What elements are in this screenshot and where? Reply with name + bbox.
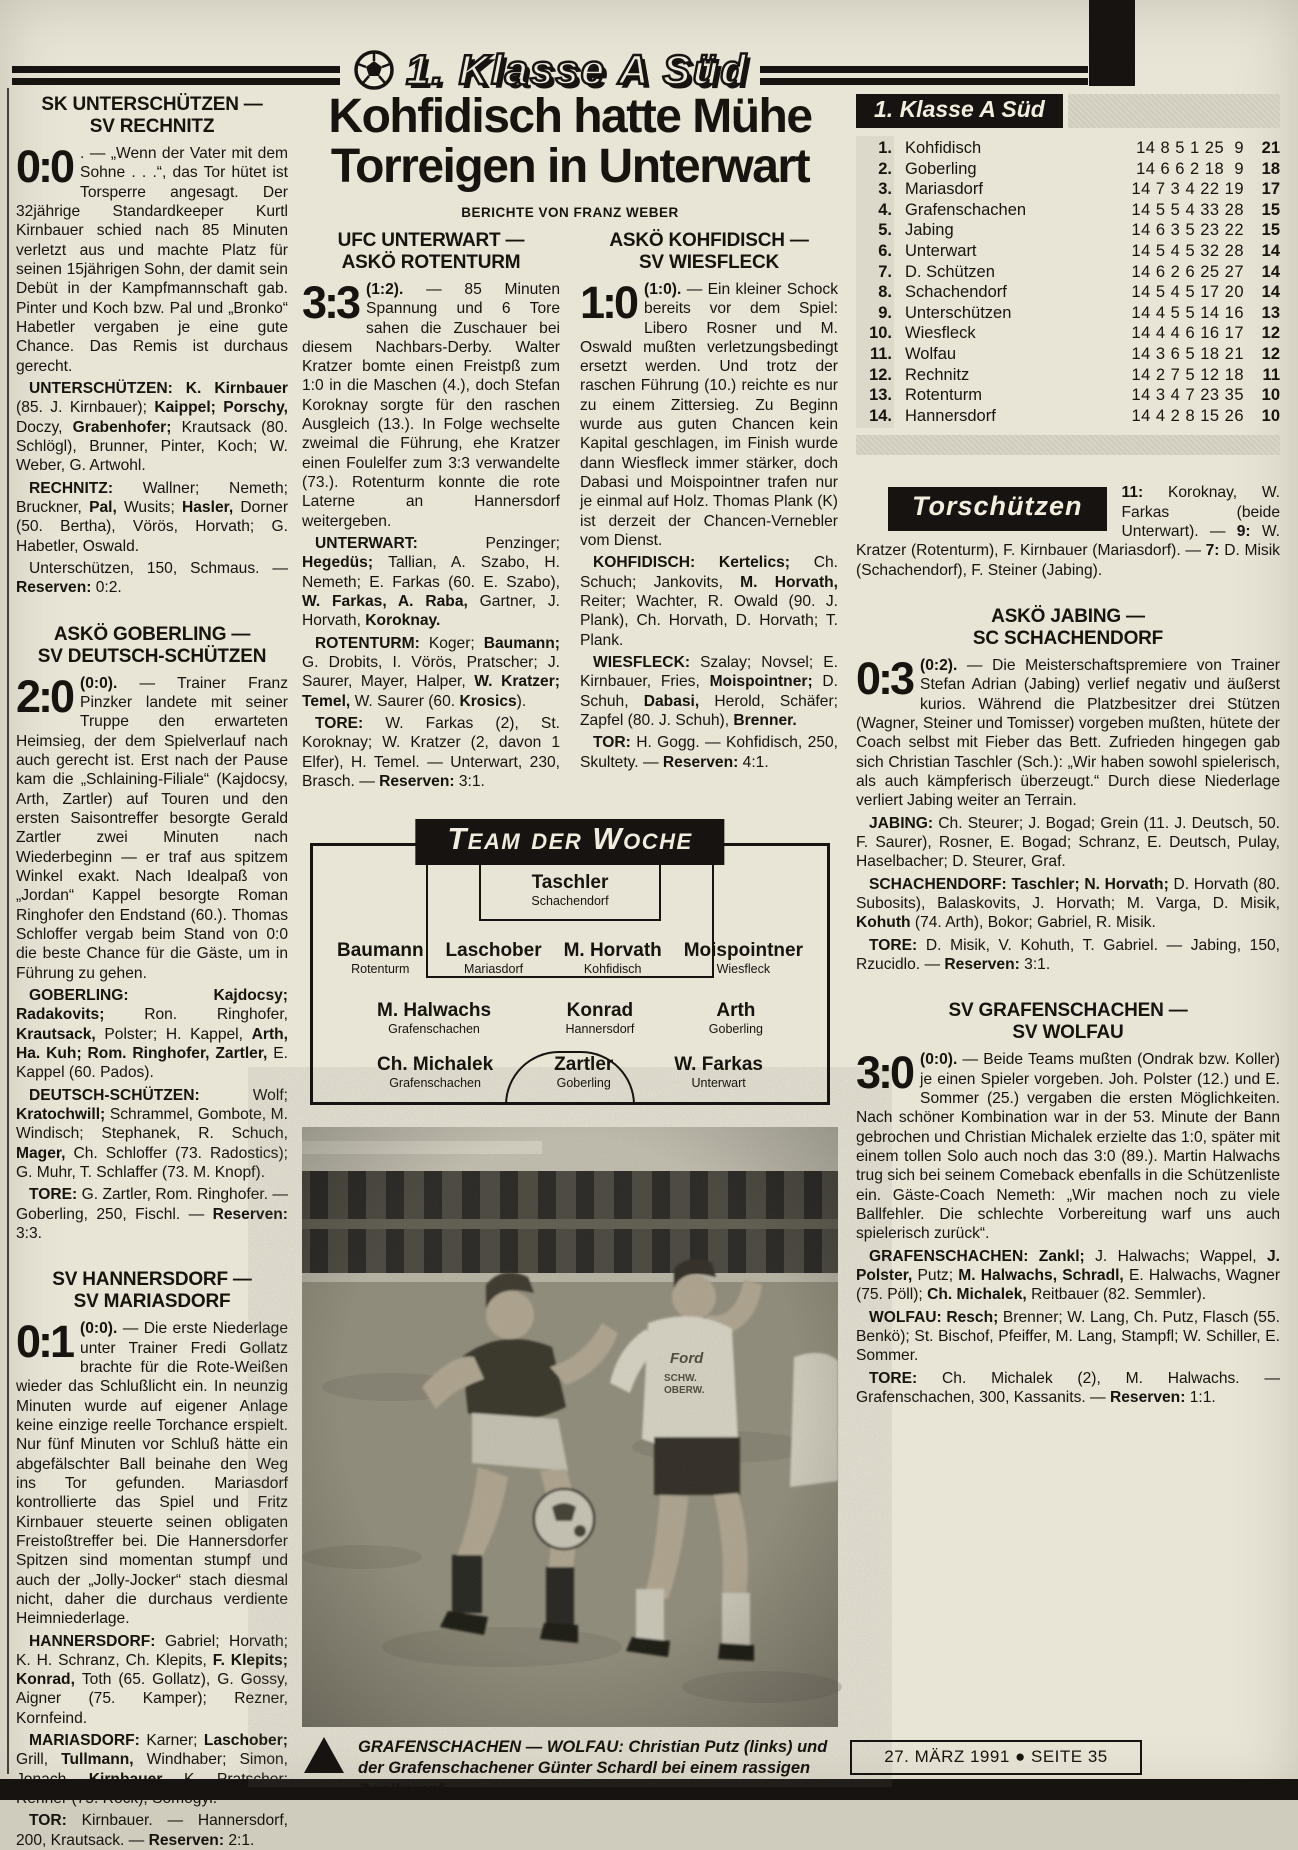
center-column <box>302 92 838 1801</box>
table-team: Kohfidisch <box>905 139 982 157</box>
match-score: 0:3 <box>856 653 913 705</box>
match-report: 1:0 (1:0). — Ein kleiner Schock bereits vor dem Spiel: Libero Rosner und M. Oswald mußten verletzungsbedingt ersetzt werden. Und trotz der raschen Führung (10.) reichte es nur zu einem Zittersieg. Zu Beginn wurde aus guten Chancen kein Kapital geschlagen, im Finish wurde dann Wiesfleck immer stärker, doch Dabasi und Moispointner trafen nur je einmal auf Holz. Thomas Plank (K) ist derzeit der Chancen-Vernebler vom Dienst. <box>580 276 839 550</box>
league-table-header-shade <box>1068 94 1280 128</box>
lineup-away: ROTENTURM: Koger; Baumann; G. Drobits, I. Vörös, Pratscher; J. Saurer, Mayer, Halper, W. Kratzer; Temel, W. Saurer (60. Krosics). <box>302 634 560 710</box>
table-row <box>856 406 1280 427</box>
article-grafenschachen-wolfau <box>856 1000 1280 1407</box>
match-note: TORE: Ch. Michalek (2), M. Halwachs. — Grafenschachen, 300, Kassanits. — Reserven: 1:1. <box>856 1369 1281 1406</box>
table-points: 10 <box>1261 406 1280 425</box>
table-team: Unterwart <box>905 241 977 260</box>
match-note: TOR: Kirnbauer. — Hannersdorf, 200, Krautsack. — Reserven: 2:1. <box>16 1812 288 1849</box>
lineup-away: WOLFAU: Resch; Brenner; W. Lang, Ch. Putz, Flasch (55. Benkö); St. Bischof, Pfeiffer, M. Lang, Stampfl; W. Schiller, E. Sommer. <box>856 1308 1280 1365</box>
lineup-home: UNTERSCHÜTZEN: K. Kirnbauer (85. J. Kirnbauer); Kaippel; Porschy, Doczy, Grabenhofer; Krautsack (80. Schlögl), Brunner, Pinter, Koch; W. Weber, G. Artwohl. <box>16 380 288 475</box>
banner-logo <box>352 46 748 94</box>
match-heading: ASKÖ JABING — SC SCHACHENDORF <box>972 605 1164 649</box>
match-heading: UFC UNTERWART — ASKÖ ROTENTURM <box>337 229 525 273</box>
team-of-week-player: W. Farkas Unterwart <box>674 1054 763 1091</box>
right-column <box>856 94 1280 1407</box>
table-rank: 12. <box>869 365 892 384</box>
table-rank: 13. <box>869 386 892 405</box>
lineup-away: WIESFLECK: Szalay; Novsel; E. Kirnbauer, Fries, Moispointner; D. Schuh, Dabasi, Herold, Schäfer; Zapfel (80. J. Schuh), Brenner. <box>580 654 838 730</box>
table-row <box>856 220 1280 241</box>
table-row <box>856 241 1280 262</box>
table-rank: 2. <box>878 159 892 178</box>
table-row <box>856 323 1280 344</box>
match-report: 0:1 (0:0). — Die erste Niederlage unter Trainer Fredi Gollatz brachte für die Rote-Weißen wieder das Schlußlicht ein. In neunzig Minuten wurde auf eigener Anlage keine einzige reelle Torchance erspielt. Nur fünf Minuten vor Schluß hätte ein abgefälschter Ball beinahe den Weg ins Tor gefunden. Mariasdorf kontrollierte das Spiel und Fritz Kirnbauer steuerte seinen obligaten Freistoßtreffer bei. Die Hannersdorfer Spitzen sind momentan stumpf und auch der „Jolly-Jocker“ stach diesmal nicht, daher die durchaus verdiente Heimniederlage. <box>16 1316 289 1628</box>
top-scorers <box>856 483 1280 580</box>
table-row <box>856 159 1280 180</box>
table-row <box>856 282 1280 303</box>
table-rank: 14. <box>869 406 892 425</box>
table-team: Rechnitz <box>905 365 970 384</box>
match-report: 2:0 (0:0). — Trainer Franz Pinzker landete mit seiner Truppe den erwarteten Heimsieg, der dem Spielverlauf nach auch gerecht ist. Erst nach der Pause kam die „Schlaining-Filiale“ (Kajdocsy, Arth, Zartler) auf Touren und den ersten Saisontreffer besorgte Gerald Zartler zwei Minuten nach Wiederbeginn — er traf aus spitzem Winkel exakt. Nach Idealpaß von „Jordan“ Kappel besorgte Roman Ringhofer den Endstand (60.). Thomas Schloffer vergab beim Stand von 0:0 die beste Chance für die Gäste, um in Führung zu gehen. <box>16 670 288 982</box>
match-note: TOR: H. Gogg. — Kohfidisch, 250, Skultety. — Reserven: 4:1. <box>580 734 838 771</box>
table-points: 17 <box>1261 180 1280 199</box>
page-headline: Kohfidisch hatte Mühe Torreigen in Unterwart <box>328 90 812 194</box>
match-score: 3:3 <box>302 276 359 328</box>
lineup-home: HANNERSDORF: Gabriel; Horvath; K. H. Schranz, Ch. Klepits, F. Klepits; Konrad, Toth (65. Gollatz), G. Gossy, Aigner (75. Kamper); Rezner, Kornfeind. <box>16 1632 289 1727</box>
article-goberling-deutschschuetzen <box>16 624 288 1244</box>
table-points: 14 <box>1261 241 1280 260</box>
match-score: 0:0 <box>16 141 73 193</box>
team-of-week-goalkeeper: Taschler Schachendorf <box>531 872 609 909</box>
table-stats: 14 4 5 5 14 16 <box>1131 303 1244 322</box>
team-of-week-player: Moispointner Wiesfleck <box>683 940 803 977</box>
table-rank: 6. <box>878 241 892 260</box>
byline: BERICHTE VON FRANZ WEBER <box>461 204 679 220</box>
table-team: Unterschützen <box>905 303 1012 322</box>
table-points: 15 <box>1261 221 1280 240</box>
match-heading: ASKÖ GOBERLING — SV DEUTSCH-SCHÜTZEN <box>37 623 267 667</box>
table-team: Rotenturm <box>905 386 983 405</box>
banner-rule-left <box>12 66 340 85</box>
photo-caption-text: GRAFENSCHACHEN — WOLFAU: Christian Putz (links) und der Grafenschachener Günter Schardl bei einem rassigen Zweikampf. <box>358 1738 828 1799</box>
team-of-week-player: Baumann Rotenturm <box>337 940 424 977</box>
soccer-ball-icon <box>352 48 396 92</box>
match-report: 3:3 (1:2). — 85 Minuten Spannung und 6 Tore sahen die Zuschauer bei diesem Nachbars-Derby. Walter Kratzer bomte einen Freistpß zum 1:0 in die Maschen (4.), doch Stefan Koroknay sorgte für den raschen Ausgleich (13.). In Folge wechselte zweimal die Führung, ehe Kratzer einen Foulelfer zum 3:3 verwandelte (73.). Rotenturm konnte die rote Laterne an Hannersdorf weitergeben. <box>302 276 560 530</box>
table-row <box>856 303 1280 324</box>
match-score: 0:1 <box>16 1316 73 1368</box>
table-rank: 4. <box>878 200 892 219</box>
lineup-home: GOBERLING: Kajdocsy; Radakovits; Ron. Ringhofer, Krautsack, Polster; H. Kappel, Arth, Ha. Kuh; Rom. Ringhofer, Zartler, E. Kappel (60. Pados). <box>16 986 288 1082</box>
lineup-home: UNTERWART: Penzinger; Hegedüs; Tallian, A. Szabo, H. Nemeth; E. Farkas (60. E. Szabo), W. Farkas, A. Raba, Gartner, J. Horvath, Koroknay. <box>302 535 560 630</box>
table-stats: 14 3 6 5 18 21 <box>1131 344 1244 363</box>
table-points: 15 <box>1261 200 1280 219</box>
table-stats: 14 6 2 6 25 27 <box>1131 262 1244 281</box>
date-box: 27. MÄRZ 1991 ● SEITE 35 <box>850 1740 1142 1775</box>
table-stats: 14 4 4 6 16 17 <box>1131 324 1244 343</box>
match-note: TORE: D. Misik, V. Kohuth, T. Gabriel. — Jabing, 150, Rzucidlo. — Reserven: 3:1. <box>856 936 1280 973</box>
team-of-week-player: Laschober Mariasdorf <box>445 940 542 977</box>
table-stats: 14 6 6 2 18 9 <box>1136 159 1244 178</box>
table-stats: 14 5 4 5 17 20 <box>1131 283 1244 302</box>
match-note: Unterschützen, 150, Schmaus. — Reserven: 0:2. <box>16 559 288 597</box>
match-report: 0:3 (0:2). — Die Meisterschaftspremiere von Trainer Stefan Adrian (Jabing) verlief negativ und äußerst kurios. Während die Platzbesitzer drei Stützen (Wagner, Steiner und Tomisser) vorgeben mußten, hütete der Coach selbst mit Fieber das Bett. Zufrieden hingegen gab sich Christian Taschler (Sch.): „Wir haben sowohl spielerisch, als auch kämpferisch überzeugt.“ Durch diese Niederlage verliert Jabing weiter an Terrain. <box>856 653 1280 810</box>
table-points: 13 <box>1261 303 1280 322</box>
table-team: Goberling <box>905 159 977 178</box>
match-report: 0:0 . — „Wenn der Vater mit dem Sohne . . .“, das Tor hütet ist Torsperre angesagt. Der 32jährige Standardkeeper Kurtl Kirnbauer schied nach 85 Minuten verletzt aus und machte Platz für seinen 15jährigen Sohn, der damit sein Debüt in der Kampfmannschaft gab. Pinter und Koch bzw. Pal und „Bronko“ Habetler vergaben je eine gute Chance. Das Remis ist durchaus gerecht. <box>16 141 288 375</box>
report-column-right <box>580 230 838 792</box>
top-scorers-text: 11: Koroknay, W. Farkas (beide Unterwart). — 9: W. Kratzer (Rotenturm), F. Kirnbauer (Mariasdorf). — 7: D. Misik (Schachendorf), F. Steiner (Jabing). <box>856 484 1281 579</box>
tdw-row-midfield <box>313 1001 827 1037</box>
table-rank: 9. <box>878 303 892 322</box>
lineup-away: RECHNITZ: Wallner; Nemeth; Bruckner, Pal, Wusits; Hasler, Dorner (50. Bertha), Vörös, Horvath; G. Habetler, Oswald. <box>16 479 289 555</box>
table-stats: 14 6 3 5 23 22 <box>1131 221 1244 240</box>
table-row <box>856 138 1280 159</box>
table-stats: 14 2 7 5 12 18 <box>1131 365 1244 384</box>
table-rank: 1. <box>878 139 892 157</box>
table-rank: 7. <box>878 262 892 281</box>
match-report: 3:0 (0:0). — Beide Teams mußten (Ondrak bzw. Koller) je einen Spieler vorgeben. Joh. Polster (12.) und E. Sommer (25.) vergaben die ersten Möglichkeiten. Nach schöner Kombination war in der 53. Minute der Bann gebrochen und Christian Michalek erzielte das 1:0, später mit einem tollen Solo auch noch das 3:0 (89.). Martin Halwachs trug sich bei seinem Comeback ebenfalls in die Schützenliste ein. Gäste-Coach Nemeth: „Wir machen noch zu viele Ballfehler. Die schlechte Vorbereitung warf uns auch spielerisch zurück“. <box>856 1047 1280 1243</box>
table-stats: 14 7 3 4 22 19 <box>1131 180 1244 199</box>
table-row <box>856 179 1280 200</box>
match-note: TORE: W. Farkas (2), St. Koroknay; W. Kratzer (2, davon 1 Elfer), H. Temel. — Unterwart, 230, Brasch. — Reserven: 3:1. <box>302 715 560 791</box>
table-points: 14 <box>1261 262 1280 281</box>
team-of-week-player: M. Halwachs Grafenschachen <box>377 1000 492 1037</box>
match-note: TORE: G. Zartler, Rom. Ringhofer. — Goberling, 250, Fischl. — Reserven: 3:3. <box>16 1186 288 1242</box>
league-table-footer-shade <box>856 435 1280 455</box>
team-of-week-player: M. Horvath Kohfidisch <box>563 940 662 977</box>
match-score: 1:0 <box>580 276 637 328</box>
table-stats: 14 5 5 4 33 28 <box>1131 200 1244 219</box>
photo-caption <box>302 1735 838 1800</box>
league-table-title: 1. Klasse A Süd <box>856 94 1063 128</box>
left-column <box>16 94 288 1850</box>
article-hannersdorf-mariasdorf <box>16 1269 288 1850</box>
table-team: Wolfau <box>905 344 957 363</box>
table-points: 12 <box>1261 324 1280 343</box>
league-table <box>856 94 1280 455</box>
top-scorers-title: Torschützen <box>888 487 1107 531</box>
scan-corner-mark <box>1089 0 1135 86</box>
team-of-week-player: Ch. Michalek Grafenschachen <box>377 1054 494 1091</box>
team-of-week-player: Konrad Hannersdorf <box>565 1000 635 1037</box>
table-team: Schachendorf <box>905 283 1007 302</box>
table-row <box>856 262 1280 283</box>
table-stats: 14 4 2 8 15 26 <box>1131 406 1244 425</box>
table-rank: 11. <box>869 344 892 363</box>
team-of-week <box>310 821 830 1105</box>
article-jabing-schachendorf <box>856 606 1280 974</box>
table-points: 14 <box>1261 283 1280 302</box>
table-row <box>856 200 1280 221</box>
table-team: Jabing <box>905 221 954 240</box>
match-score: 2:0 <box>16 670 73 722</box>
article-kohfidisch-wiesfleck <box>580 230 838 772</box>
table-stats: 14 8 5 1 25 9 <box>1136 139 1244 157</box>
lineup-home: JABING: Ch. Steurer; J. Bogad; Grein (11. J. Deutsch, 50. F. Saurer), Rosner, E. Bogad; Schranz, E. Deutsch, Pulay, Haselbacher; D. Steurer, Graf. <box>856 814 1281 871</box>
lineup-away: DEUTSCH-SCHÜTZEN: Wolf; Kratochwill; Schrammel, Gombote, M. Windisch; Stephanek, R. Schuch, Mager, Ch. Schloffer (73. Radostics); G. Muhr, T. Schlaffer (73. M. Knopf). <box>16 1086 288 1181</box>
article-unterwart-rotenturm <box>302 230 560 792</box>
match-heading: ASKÖ KOHFIDISCH — SV WIESFLECK <box>609 229 809 273</box>
tdw-row-defense <box>313 941 827 977</box>
table-points: 12 <box>1261 344 1280 363</box>
match-heading: SV GRAFENSCHACHEN — SV WOLFAU <box>948 1000 1188 1044</box>
table-points: 18 <box>1261 159 1280 178</box>
table-points: 10 <box>1261 386 1280 405</box>
table-team: Wiesfleck <box>905 324 976 343</box>
warning-triangle-icon <box>304 1737 344 1773</box>
report-column-left <box>302 230 560 792</box>
lineup-home: GRAFENSCHACHEN: Zankl; J. Halwachs; Wappel, J. Polster, Putz; M. Halwachs, Schradl, E. Halwachs, Wagner (75. Pöll); Ch. Michalek, Reitbauer (82. Semmler). <box>856 1247 1281 1304</box>
lineup-away: SCHACHENDORF: Taschler; N. Horvath; D. Horvath (80. Subosits), Balaskovits, J. Horvath; M. Varga, D. Misik, Kohuth (74. Arth), Bokor; Gabriel, R. Misik. <box>856 875 1281 932</box>
article-unterschuetzen-rechnitz <box>16 94 288 598</box>
table-rank: 3. <box>878 180 892 199</box>
team-of-week-player: Zartler Goberling <box>554 1054 614 1091</box>
table-rank: 8. <box>878 283 892 302</box>
table-team: Hannersdorf <box>905 406 996 425</box>
report-columns <box>302 230 838 792</box>
table-team: Grafenschachen <box>905 200 1027 219</box>
table-team: Mariasdorf <box>905 180 983 199</box>
league-table-rows <box>856 136 1280 428</box>
table-stats: 14 5 4 5 32 28 <box>1131 241 1244 260</box>
lineup-home: KOHFIDISCH: Kertelics; Ch. Schuch; Jankovits, M. Horvath, Reiter; Wachter, R. Owald (90. J. Plank), Ch. Horvath, D. Horvath; T. Plank. <box>580 554 838 649</box>
match-score: 3:0 <box>856 1047 913 1099</box>
section-banner <box>12 46 1088 93</box>
match-heading: SV HANNERSDORF — SV MARIASDORF <box>52 1269 252 1313</box>
table-row <box>856 385 1280 406</box>
table-row <box>856 344 1280 365</box>
team-of-week-player: Arth Goberling <box>708 1000 763 1037</box>
table-points: 21 <box>1261 139 1280 157</box>
table-rank: 10. <box>869 324 892 343</box>
match-heading: SK UNTERSCHÜTZEN — SV RECHNITZ <box>41 94 263 138</box>
banner-title: 1. Klasse A Süd <box>406 46 749 93</box>
match-photo <box>302 1127 838 1727</box>
goalkeeper-box <box>479 861 661 921</box>
table-team: D. Schützen <box>905 262 995 281</box>
lineup-away: MARIASDORF: Karner; Laschober; Grill, Tullmann, Windhaber; Simon, Jonach, Kirnbauer, K. Pratscher; Renner (75. Röck), Somogyi. <box>16 1732 289 1808</box>
page-edge-rule <box>7 88 9 1774</box>
team-of-week-title: Team der Woche <box>415 819 724 865</box>
table-stats: 14 3 4 7 23 35 <box>1131 386 1244 405</box>
table-rank: 5. <box>878 221 892 240</box>
banner-rule-right <box>760 66 1088 85</box>
league-table-header <box>856 94 1280 128</box>
table-points: 11 <box>1262 365 1280 384</box>
table-row <box>856 365 1280 386</box>
